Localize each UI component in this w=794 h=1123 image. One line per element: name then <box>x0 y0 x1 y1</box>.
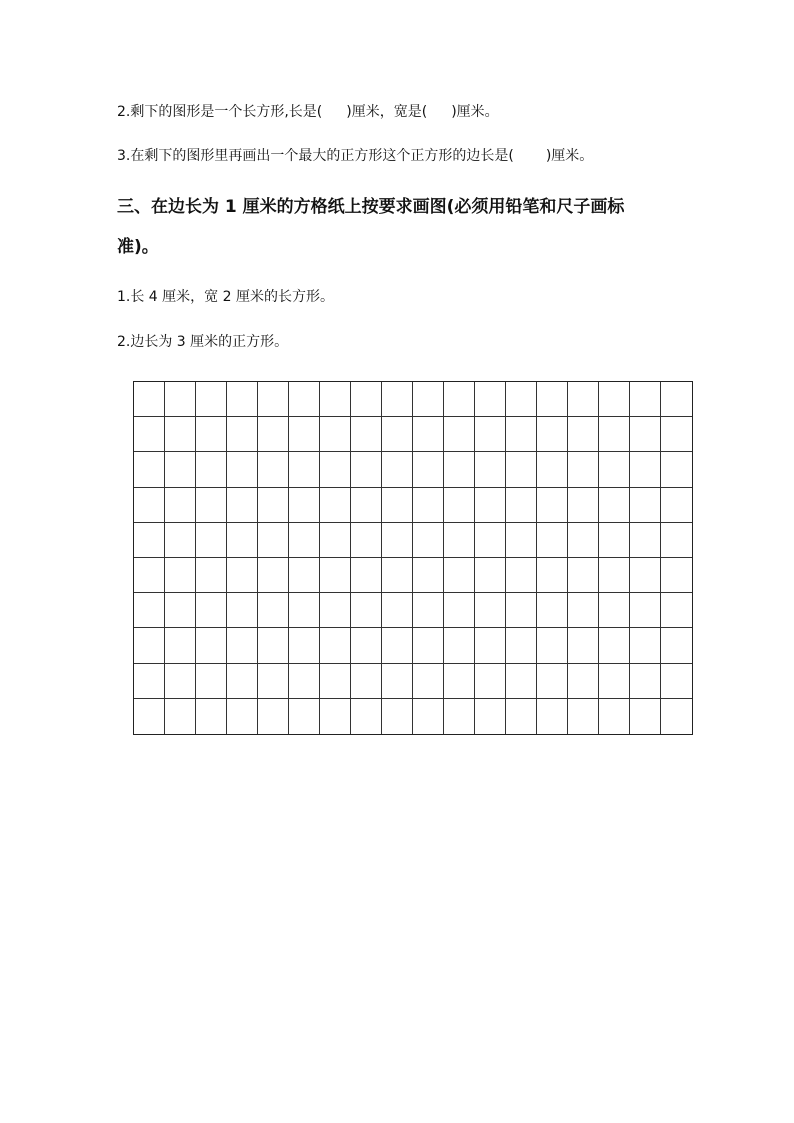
grid-cell[interactable] <box>196 593 227 628</box>
grid-cell[interactable] <box>413 628 444 663</box>
grid-cell[interactable] <box>413 417 444 452</box>
grid-cell[interactable] <box>444 523 475 558</box>
grid-cell[interactable] <box>661 664 692 699</box>
grid-cell[interactable] <box>165 558 196 593</box>
grid-cell[interactable] <box>258 417 289 452</box>
grid-cell[interactable] <box>599 417 630 452</box>
grid-cell[interactable] <box>258 664 289 699</box>
grid-cell[interactable] <box>413 488 444 523</box>
section-3-question-2: 2.边长为 3 厘米的正方形。 <box>117 334 289 350</box>
grid-cell[interactable] <box>196 417 227 452</box>
grid-cell[interactable] <box>568 382 599 417</box>
grid-cell[interactable] <box>382 417 413 452</box>
grid-cell[interactable] <box>413 523 444 558</box>
grid-cell[interactable] <box>413 593 444 628</box>
grid-cell[interactable] <box>599 488 630 523</box>
grid-cell[interactable] <box>506 382 537 417</box>
grid-cell[interactable] <box>134 452 165 487</box>
grid-cell[interactable] <box>506 417 537 452</box>
grid-cell[interactable] <box>661 593 692 628</box>
grid-cell[interactable] <box>630 628 661 663</box>
grid-cell[interactable] <box>599 628 630 663</box>
grid-cell[interactable] <box>289 452 320 487</box>
drawing-grid[interactable] <box>133 381 693 735</box>
grid-cell[interactable] <box>382 523 413 558</box>
grid-cell[interactable] <box>599 558 630 593</box>
grid-cell[interactable] <box>134 593 165 628</box>
grid-cell[interactable] <box>320 558 351 593</box>
grid-cell[interactable] <box>351 664 382 699</box>
grid-cell[interactable] <box>599 699 630 734</box>
grid-cell[interactable] <box>320 523 351 558</box>
grid-cell[interactable] <box>227 628 258 663</box>
grid-cell[interactable] <box>289 593 320 628</box>
grid-cell[interactable] <box>475 593 506 628</box>
grid-cell[interactable] <box>320 452 351 487</box>
grid-cell[interactable] <box>630 523 661 558</box>
grid-cell[interactable] <box>320 699 351 734</box>
grid-cell[interactable] <box>382 558 413 593</box>
grid-cell[interactable] <box>568 558 599 593</box>
grid-cell[interactable] <box>258 452 289 487</box>
grid-cell[interactable] <box>630 593 661 628</box>
grid-cell[interactable] <box>351 558 382 593</box>
grid-cell[interactable] <box>413 382 444 417</box>
grid-cell[interactable] <box>599 593 630 628</box>
grid-cell[interactable] <box>475 558 506 593</box>
grid-cell[interactable] <box>320 664 351 699</box>
grid-cell[interactable] <box>382 452 413 487</box>
grid-cell[interactable] <box>475 664 506 699</box>
grid-cell[interactable] <box>661 558 692 593</box>
section-3-heading-line-1: 三、在边长为 1 厘米的方格纸上按要求画图(必须用铅笔和尺子画标 <box>117 197 625 217</box>
question-2-part-1: 剩下的图形是一个长方形,长是( <box>130 104 323 120</box>
grid-cell[interactable] <box>134 488 165 523</box>
grid-cell[interactable] <box>196 699 227 734</box>
grid-cell[interactable] <box>444 628 475 663</box>
grid-cell[interactable] <box>320 382 351 417</box>
grid-cell[interactable] <box>289 628 320 663</box>
grid-cell[interactable] <box>196 558 227 593</box>
grid-cell[interactable] <box>630 452 661 487</box>
grid-cell[interactable] <box>165 523 196 558</box>
grid-cell[interactable] <box>568 417 599 452</box>
grid-cell[interactable] <box>134 417 165 452</box>
grid-cell[interactable] <box>599 452 630 487</box>
grid-cell[interactable] <box>351 417 382 452</box>
grid-cell[interactable] <box>506 628 537 663</box>
grid-cell[interactable] <box>258 558 289 593</box>
question-3-part-2: )厘米。 <box>545 148 594 164</box>
question-2-part-3: )厘米。 <box>451 104 499 120</box>
grid-cell[interactable] <box>227 488 258 523</box>
grid-cell[interactable] <box>506 488 537 523</box>
question-2-number: 2. <box>117 104 131 120</box>
grid-cell[interactable] <box>227 664 258 699</box>
grid-cell[interactable] <box>599 664 630 699</box>
grid-cell[interactable] <box>506 593 537 628</box>
grid-cell[interactable] <box>630 382 661 417</box>
grid-cell[interactable] <box>568 699 599 734</box>
grid-cell[interactable] <box>413 452 444 487</box>
grid-cell[interactable] <box>165 452 196 487</box>
grid-cell[interactable] <box>413 664 444 699</box>
grid-cell[interactable] <box>351 593 382 628</box>
grid-cell[interactable] <box>165 699 196 734</box>
grid-cell[interactable] <box>134 628 165 663</box>
grid-cell[interactable] <box>134 664 165 699</box>
grid-cell[interactable] <box>382 628 413 663</box>
grid-cell[interactable] <box>227 699 258 734</box>
grid-cell[interactable] <box>568 628 599 663</box>
grid-cell[interactable] <box>196 523 227 558</box>
grid-cell[interactable] <box>475 382 506 417</box>
grid-cell[interactable] <box>227 523 258 558</box>
grid-cell[interactable] <box>351 382 382 417</box>
grid-cell[interactable] <box>196 488 227 523</box>
grid-cell[interactable] <box>134 699 165 734</box>
grid-cell[interactable] <box>599 523 630 558</box>
grid-cell[interactable] <box>630 417 661 452</box>
grid-cell[interactable] <box>227 452 258 487</box>
grid-cell[interactable] <box>661 417 692 452</box>
grid-cell[interactable] <box>413 699 444 734</box>
grid-cell[interactable] <box>475 417 506 452</box>
question-3-text <box>117 146 593 166</box>
grid-cell[interactable] <box>444 382 475 417</box>
grid-cell[interactable] <box>196 628 227 663</box>
grid-cell[interactable] <box>444 593 475 628</box>
grid-cell[interactable] <box>258 628 289 663</box>
grid-cell[interactable] <box>134 523 165 558</box>
grid-cell[interactable] <box>537 664 568 699</box>
grid-cell[interactable] <box>537 523 568 558</box>
grid-cell[interactable] <box>258 593 289 628</box>
grid-cell[interactable] <box>444 699 475 734</box>
grid-cell[interactable] <box>444 488 475 523</box>
grid-cell[interactable] <box>475 699 506 734</box>
grid-cell[interactable] <box>382 664 413 699</box>
grid-cell[interactable] <box>661 628 692 663</box>
grid-cell[interactable] <box>630 699 661 734</box>
grid-cell[interactable] <box>537 488 568 523</box>
grid-cell[interactable] <box>537 417 568 452</box>
grid-cell[interactable] <box>537 593 568 628</box>
grid-cell[interactable] <box>227 593 258 628</box>
grid-cell[interactable] <box>537 558 568 593</box>
grid-cell[interactable] <box>165 664 196 699</box>
grid-cell[interactable] <box>134 382 165 417</box>
question-3-number: 3. <box>117 148 131 164</box>
grid-cell[interactable] <box>444 417 475 452</box>
grid-cell[interactable] <box>196 452 227 487</box>
grid-cell[interactable] <box>351 488 382 523</box>
question-2-part-2: )厘米，宽是( <box>346 104 428 120</box>
grid-cell[interactable] <box>320 488 351 523</box>
grid-cell[interactable] <box>568 523 599 558</box>
grid-cell[interactable] <box>568 488 599 523</box>
grid-cell[interactable] <box>289 558 320 593</box>
grid-cell[interactable] <box>661 452 692 487</box>
grid-cell[interactable] <box>227 558 258 593</box>
grid-cell[interactable] <box>289 417 320 452</box>
grid-cell[interactable] <box>599 382 630 417</box>
grid-cell[interactable] <box>351 699 382 734</box>
grid-cell[interactable] <box>506 452 537 487</box>
grid-cell[interactable] <box>289 664 320 699</box>
grid-cell[interactable] <box>289 488 320 523</box>
grid-cell[interactable] <box>227 417 258 452</box>
question-3-part-1: 在剩下的图形里再画出一个最大的正方形这个正方形的边长是( <box>130 148 514 164</box>
section-3-question-1: 1.长 4 厘米，宽 2 厘米的长方形。 <box>117 289 334 305</box>
grid-cell[interactable] <box>630 558 661 593</box>
grid-cell[interactable] <box>537 452 568 487</box>
grid-cell[interactable] <box>258 382 289 417</box>
grid-cell[interactable] <box>506 664 537 699</box>
section-3-heading-line-2: 准)。 <box>117 237 159 257</box>
grid-cell[interactable] <box>506 699 537 734</box>
grid-cell[interactable] <box>568 664 599 699</box>
grid-cell[interactable] <box>444 558 475 593</box>
grid-cell[interactable] <box>134 558 165 593</box>
grid-cell[interactable] <box>382 699 413 734</box>
grid-cell[interactable] <box>165 382 196 417</box>
grid-cell[interactable] <box>289 523 320 558</box>
grid-cell[interactable] <box>196 664 227 699</box>
grid-cell[interactable] <box>382 382 413 417</box>
grid-cell[interactable] <box>537 699 568 734</box>
grid-cell[interactable] <box>320 593 351 628</box>
grid-cell[interactable] <box>413 558 444 593</box>
grid-cell[interactable] <box>475 452 506 487</box>
grid-cell[interactable] <box>289 382 320 417</box>
grid-cell[interactable] <box>661 382 692 417</box>
grid-cell[interactable] <box>444 452 475 487</box>
grid-cell[interactable] <box>475 523 506 558</box>
grid-cell[interactable] <box>320 417 351 452</box>
grid-cell[interactable] <box>382 593 413 628</box>
grid-cell[interactable] <box>165 488 196 523</box>
grid-cell[interactable] <box>537 382 568 417</box>
grid-cell[interactable] <box>165 417 196 452</box>
grid-cell[interactable] <box>506 558 537 593</box>
question-2-text <box>117 102 499 122</box>
grid-cell[interactable] <box>320 628 351 663</box>
grid-cell[interactable] <box>351 628 382 663</box>
grid-cell[interactable] <box>537 628 568 663</box>
grid-cell[interactable] <box>258 523 289 558</box>
grid-cell[interactable] <box>351 523 382 558</box>
grid-cell[interactable] <box>165 628 196 663</box>
grid-cell[interactable] <box>506 523 537 558</box>
grid-cell[interactable] <box>351 452 382 487</box>
grid-cell[interactable] <box>630 664 661 699</box>
grid-cell[interactable] <box>382 488 413 523</box>
grid-cell[interactable] <box>289 699 320 734</box>
grid-cell[interactable] <box>568 452 599 487</box>
grid-cell[interactable] <box>475 628 506 663</box>
grid-cell[interactable] <box>475 488 506 523</box>
grid-cell[interactable] <box>568 593 599 628</box>
grid-cell[interactable] <box>661 699 692 734</box>
grid-cell[interactable] <box>258 488 289 523</box>
grid-cell[interactable] <box>227 382 258 417</box>
grid-cell[interactable] <box>661 488 692 523</box>
grid-cell[interactable] <box>630 488 661 523</box>
grid-cell[interactable] <box>196 382 227 417</box>
grid-cell[interactable] <box>661 523 692 558</box>
grid-cell[interactable] <box>444 664 475 699</box>
grid-cell[interactable] <box>258 699 289 734</box>
grid-cell[interactable] <box>165 593 196 628</box>
